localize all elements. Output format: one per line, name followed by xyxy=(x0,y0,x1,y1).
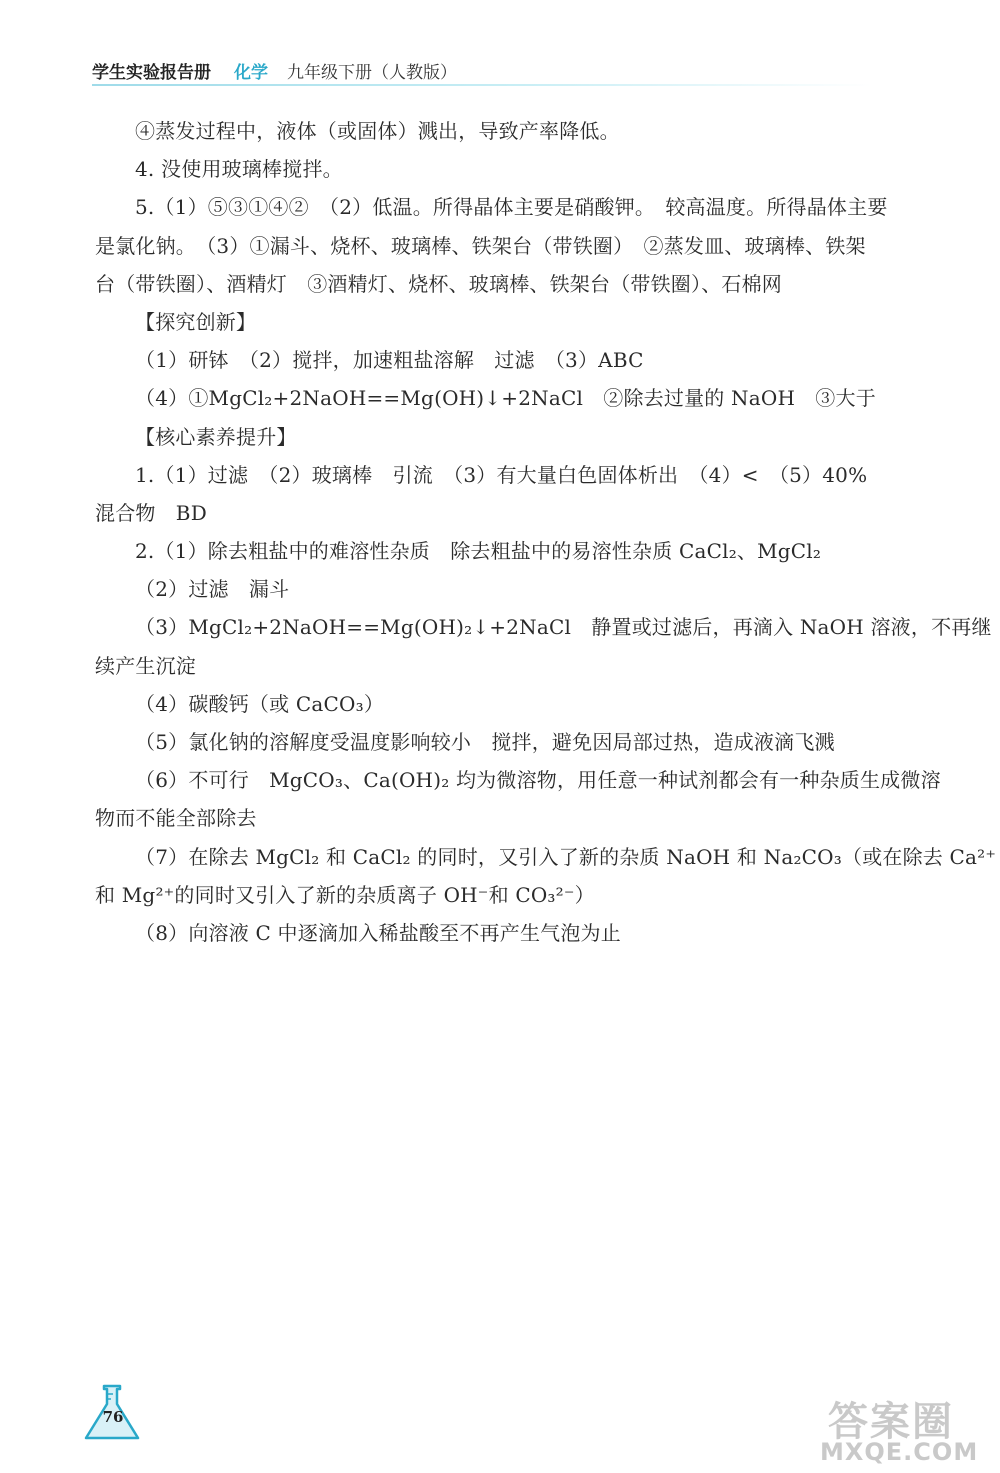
answer-line: ④蒸发过程中，液体（或固体）溅出，导致产率降低。 xyxy=(135,119,620,143)
answer-line: （4）①MgCl₂+2NaOH==Mg(OH)↓+2NaCl ②除去过量的 NaOH ③大于 xyxy=(135,386,876,411)
header-rule xyxy=(92,84,872,86)
answer-line: 混合物 BD xyxy=(95,500,207,525)
answer-line: 5.（1）⑤③①④② （2）低温。所得晶体主要是硝酸钾。 较高温度。所得晶体主要 xyxy=(135,195,888,220)
answer-line: （1）研钵 （2）搅拌，加速粗盐溶解 过滤 （3）ABC xyxy=(135,348,644,373)
answer-content xyxy=(95,112,997,952)
answer-line: 续产生沉淀 xyxy=(95,653,196,678)
page-header xyxy=(92,52,952,86)
watermark-logo: 答案圈 xyxy=(828,1399,954,1445)
section-heading: 【探究创新】 xyxy=(135,309,257,334)
answer-line: （2）过滤 漏斗 xyxy=(135,577,290,602)
answer-line: （4）碳酸钙（或 CaCO₃） xyxy=(135,691,385,716)
watermark xyxy=(820,1390,990,1468)
section-heading: 【核心素养提升】 xyxy=(135,424,297,449)
book-title: 学生实验报告册 xyxy=(92,63,211,83)
answer-line: 4. 没使用玻璃棒搅拌。 xyxy=(135,157,343,182)
answer-line: 2.（1）除去粗盐中的难溶性杂质 除去粗盐中的易溶性杂质 CaCl₂、MgCl₂ xyxy=(135,539,822,564)
answer-line: 台（带铁圈）、酒精灯 ③酒精灯、烧杯、玻璃棒、铁架台（带铁圈）、石棉网 xyxy=(95,271,782,296)
answer-line: （3）MgCl₂+2NaOH==Mg(OH)₂↓+2NaCl 静置或过滤后，再滴入 NaOH 溶液，不再继 xyxy=(135,615,992,640)
answer-line: 和 Mg²⁺的同时又引入了新的杂质离子 OH⁻和 CO₃²⁻） xyxy=(95,882,595,907)
answer-line: （8）向溶液 C 中逐滴加入稀盐酸至不再产生气泡为止 xyxy=(135,920,621,945)
answer-line: （7）在除去 MgCl₂ 和 CaCl₂ 的同时，又引入了新的杂质 NaOH 和 Na₂CO₃（或在除去 Ca²⁺ xyxy=(135,844,997,869)
answer-line: 是氯化钠。 （3）①漏斗、烧杯、玻璃棒、铁架台（带铁圈） ②蒸发皿、玻璃棒、铁架 xyxy=(95,233,866,258)
answer-line: 1.（1）过滤 （2）玻璃棒 引流 （3）有大量白色固体析出 （4）< （5）40% xyxy=(135,462,868,487)
page-number: 76 xyxy=(102,1408,124,1426)
answer-line: 物而不能全部除去 xyxy=(95,806,257,831)
watermark-url: MXQE.COM xyxy=(820,1438,979,1466)
grade-label: 九年级下册（人教版） xyxy=(287,63,457,83)
answer-line: （6）不可行 MgCO₃、Ca(OH)₂ 均为微溶物，用任意一种试剂都会有一种杂质生成微溶 xyxy=(135,768,941,793)
answer-line: （5）氯化钠的溶解度受温度影响较小 搅拌，避免因局部过热，造成液滴飞溅 xyxy=(135,730,835,754)
subject-label: 化学 xyxy=(234,63,268,83)
